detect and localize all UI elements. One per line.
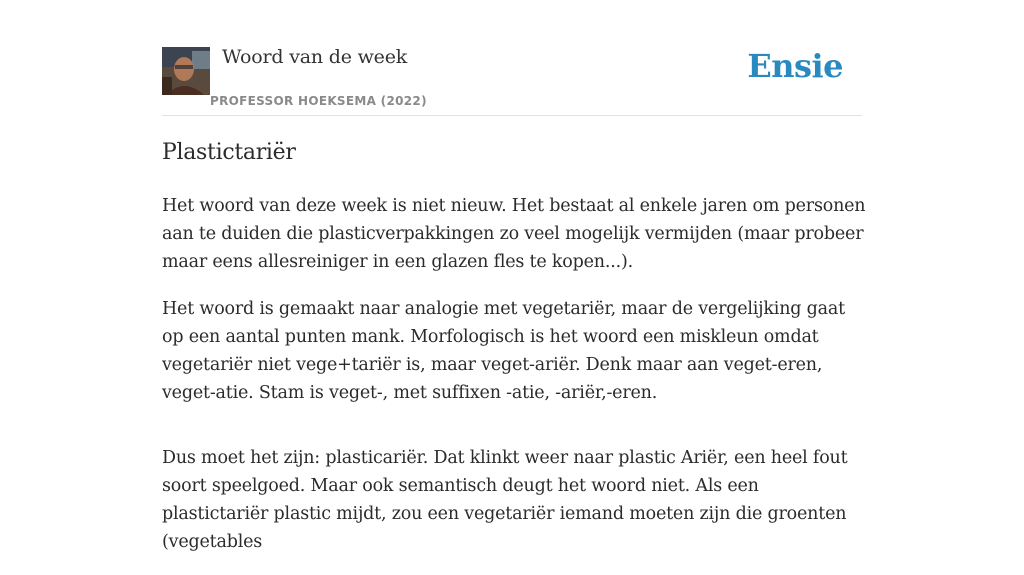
article-paragraph: Het woord is gemaakt naar analogie met vegetariër, maar de vergelijking gaat op een aantal punten mank. Morfologisch is het woord een miskleun omdat vegetariër niet vege+tariër is, maar veget-ariër. Denk maar aan veget-eren, veget-atie. Stam is veget-, met suffixen -atie, -ariër,-eren.: [162, 299, 845, 403]
author-avatar[interactable]: [162, 47, 210, 95]
series-title[interactable]: Woord van de week: [222, 46, 408, 68]
article-body: [162, 192, 867, 575]
article-paragraph: Dus moet het zijn: plasticariër. Dat klinkt weer naar plastic Ariër, een heel fout soort speelgoed. Maar ook semantisch deugt het woord niet. Als een plastictariër plastic mijdt, zou een vegetariër iemand moeten zijn die groenten (vegetables: [162, 448, 848, 552]
ensie-logo[interactable]: Ensie: [747, 47, 843, 85]
post-title: Plastictariër: [162, 140, 296, 165]
article-paragraph: Het woord van deze week is niet nieuw. Het bestaat al enkele jaren om personen aan te duiden die plasticverpakkingen zo veel mogelijk vermijden (maar probeer maar eens allesreiniger in een glazen fles te kopen...).: [162, 196, 866, 272]
header-divider: [162, 115, 862, 116]
author-byline[interactable]: PROFESSOR HOEKSEMA (2022): [210, 94, 427, 108]
